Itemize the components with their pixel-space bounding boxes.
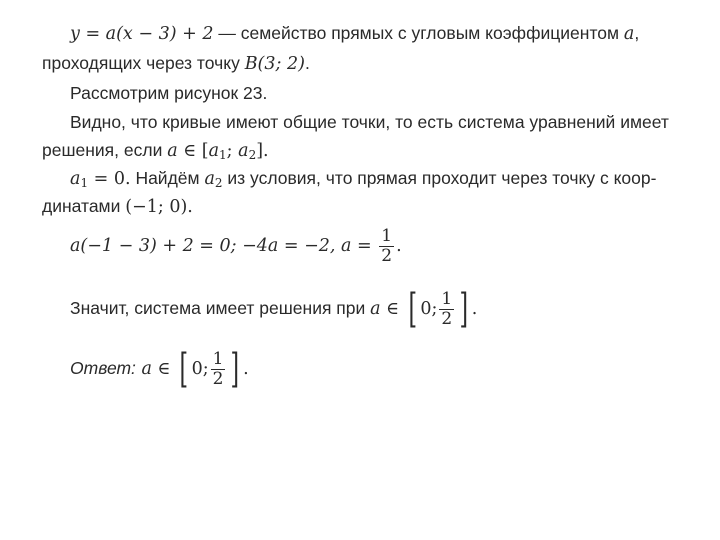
fraction-one-half <box>211 350 226 389</box>
bracket-open: [ <box>179 346 189 393</box>
in-symbol: ∈ <box>177 141 202 161</box>
interval-start: 0; <box>420 299 438 319</box>
math-var: a <box>204 169 215 189</box>
interval-start: 0; <box>191 359 209 379</box>
equation: = 0. <box>88 169 131 189</box>
answer-line <box>70 346 249 393</box>
line-text: Видно, что кривые имеют общие точки, то есть система уравнений имеет <box>70 112 669 132</box>
bracket-open: [ <box>408 286 417 333</box>
math-var: a <box>135 359 152 379</box>
line-text: Найдём <box>130 168 205 188</box>
math-var: a <box>238 141 249 161</box>
fraction-one-half <box>439 290 454 329</box>
subscript: 2 <box>248 148 257 162</box>
fraction-numerator: 1 <box>441 288 453 309</box>
text-line-4 <box>70 111 669 133</box>
math-var: a <box>623 24 635 44</box>
fraction-numerator: 1 <box>212 348 224 369</box>
bracket-close: ] <box>230 346 240 393</box>
line-text: Рассмотрим рисунок 23. <box>70 83 268 103</box>
text-line-3 <box>70 82 267 104</box>
math-var: a <box>208 141 220 161</box>
line-formula: y = a(x − 3) + 2 <box>70 24 214 44</box>
text-line-5 <box>42 139 269 166</box>
bracket-open: [ <box>201 141 209 161</box>
in-symbol: ∈ <box>380 299 405 319</box>
text-line-7 <box>42 195 193 218</box>
text-line-2 <box>42 52 310 75</box>
equation-text: a(−1 − 3) + 2 = 0; −4a = −2, a = <box>70 236 378 256</box>
subscript: 1 <box>219 148 227 162</box>
line-text: решения, если <box>42 140 168 160</box>
fraction-denominator: 2 <box>212 368 224 389</box>
line-text: Значит, система имеет решения при <box>70 298 371 318</box>
line-text: проходящих через точку <box>42 53 245 73</box>
bracket-close: ] <box>459 286 469 333</box>
fraction-one-half <box>379 227 394 266</box>
conclusion-line <box>70 286 478 333</box>
point-b: B(3; 2) <box>244 54 305 74</box>
line-text: — семейство прямых с угловым коэффициентом <box>213 23 624 43</box>
fraction-numerator: 1 <box>381 225 393 246</box>
line-text: динатами <box>42 196 126 216</box>
math-var: a <box>167 141 178 161</box>
answer-label: Ответ: <box>70 358 136 378</box>
line-text: из условия, что прямая проходит через точку с коор- <box>222 168 657 188</box>
fraction-denominator: 2 <box>441 308 453 329</box>
text-line-6 <box>70 167 656 194</box>
punct: . <box>243 359 249 379</box>
punct: . <box>396 236 402 256</box>
punct: , <box>634 23 640 43</box>
bracket-close: ]. <box>256 141 269 161</box>
punct: . <box>304 53 310 73</box>
subscript: 1 <box>80 176 89 190</box>
fraction-denominator: 2 <box>381 245 393 266</box>
in-symbol: ∈ <box>151 359 177 379</box>
point-coords: (−1; 0). <box>125 197 193 217</box>
math-var: a <box>370 299 381 319</box>
text-line-1 <box>70 22 639 45</box>
separator: ; <box>226 141 239 161</box>
subscript: 2 <box>214 176 223 190</box>
math-var: a <box>70 169 81 189</box>
punct: . <box>471 299 478 319</box>
equation-line <box>70 225 402 266</box>
